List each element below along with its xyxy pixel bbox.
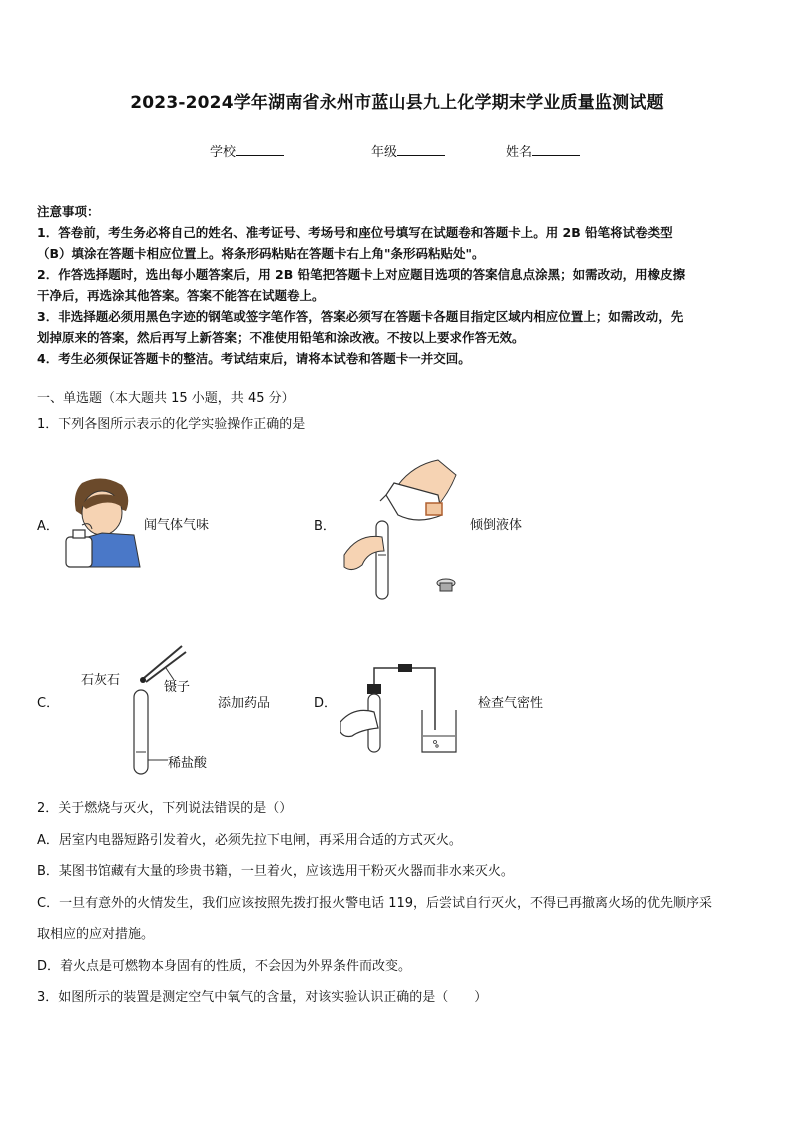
question-2-option-c-cont: 取相应的应对措施。 [37, 927, 155, 942]
option-b-caption: 倾倒液体 [470, 518, 523, 533]
notes-line: 1．答卷前，考生务必将自己的姓名、准考证号、考场号和座位号填写在试题卷和答题卡上。用 2B 铅笔将试卷类型 [37, 225, 673, 240]
notes-section [37, 201, 759, 369]
school-label: 学校 [210, 145, 237, 160]
grade-label: 年级 [371, 145, 398, 160]
option-c-caption: 添加药品 [218, 696, 271, 711]
notes-heading: 注意事项： [37, 204, 100, 219]
smelling-gas-figure [62, 475, 142, 570]
name-blank [532, 143, 580, 156]
notes-line: 2．作答选择题时，选出每小题答案后，用 2B 铅笔把答题卡上对应题目选项的答案信息点涂黑；如需改动，用橡皮擦 [37, 267, 686, 282]
question-2-stem: 2．关于燃烧与灭火，下列说法错误的是（） [37, 801, 293, 816]
name-label: 姓名 [506, 145, 533, 160]
question-1-stem: 1．下列各图所示表示的化学实验操作正确的是 [37, 417, 306, 432]
option-a-letter: A． [37, 519, 59, 534]
notes-line: 划掉原来的答案，然后再写上新答案；不准使用铅笔和涂改液。不按以上要求作答无效。 [37, 330, 525, 345]
name-field [506, 141, 580, 160]
notes-line: 干净后，再选涂其他答案。答案不能答在试题卷上。 [37, 288, 325, 303]
question-2-option-d: D．着火点是可燃物本身固有的性质，不会因为外界条件而改变。 [37, 959, 412, 974]
question-2-option-b: B．某图书馆藏有大量的珍贵书籍，一旦着火，应该选用干粉灭火器而非水来灭火。 [37, 864, 514, 879]
tweezers-label: 镊子 [164, 680, 191, 695]
option-c-letter: C． [37, 696, 60, 711]
option-d-letter: D． [314, 696, 338, 711]
option-b-letter: B． [314, 519, 336, 534]
school-blank [236, 143, 284, 156]
airtightness-check-figure [340, 660, 465, 760]
grade-blank [397, 143, 445, 156]
notes-line: 4．考生必须保证答题卡的整洁。考试结束后，请将本试卷和答题卡一并交回。 [37, 351, 471, 366]
notes-line: （B）填涂在答题卡相应位置上。将条形码粘贴在答题卡右上角"条形码粘贴处"。 [37, 246, 485, 261]
option-d-caption: 检查气密性 [478, 696, 544, 711]
question-2-option-a: A．居室内电器短路引发着火，必须先拉下电闸，再采用合适的方式灭火。 [37, 833, 462, 848]
school-field [210, 141, 284, 160]
question-3-stem: 3．如图所示的装置是测定空气中氧气的含量，对该实验认识正确的是（ ） [37, 990, 488, 1005]
section-heading: 一、单选题（本大题共 15 小题，共 45 分） [37, 391, 295, 406]
dilute-hcl-label: 稀盐酸 [168, 756, 208, 771]
grade-field [371, 141, 445, 160]
limestone-label: 石灰石 [81, 673, 121, 688]
page-title: 2023-2024学年湖南省永州市蓝山县九上化学期末学业质量监测试题 [130, 93, 664, 113]
notes-line: 3．非选择题必须用黑色字迹的钢笔或签字笔作答，答案必须写在答题卡各题目指定区域内相应位置上；如需改动，先 [37, 309, 684, 324]
option-a-caption: 闻气体气味 [144, 518, 210, 533]
pouring-liquid-figure [338, 455, 468, 605]
question-2-option-c: C．一旦有意外的火情发生，我们应该按照先拨打报火警电话 119，后尝试自行灭火，不得已再撤离火场的优先顺序采 [37, 896, 713, 911]
